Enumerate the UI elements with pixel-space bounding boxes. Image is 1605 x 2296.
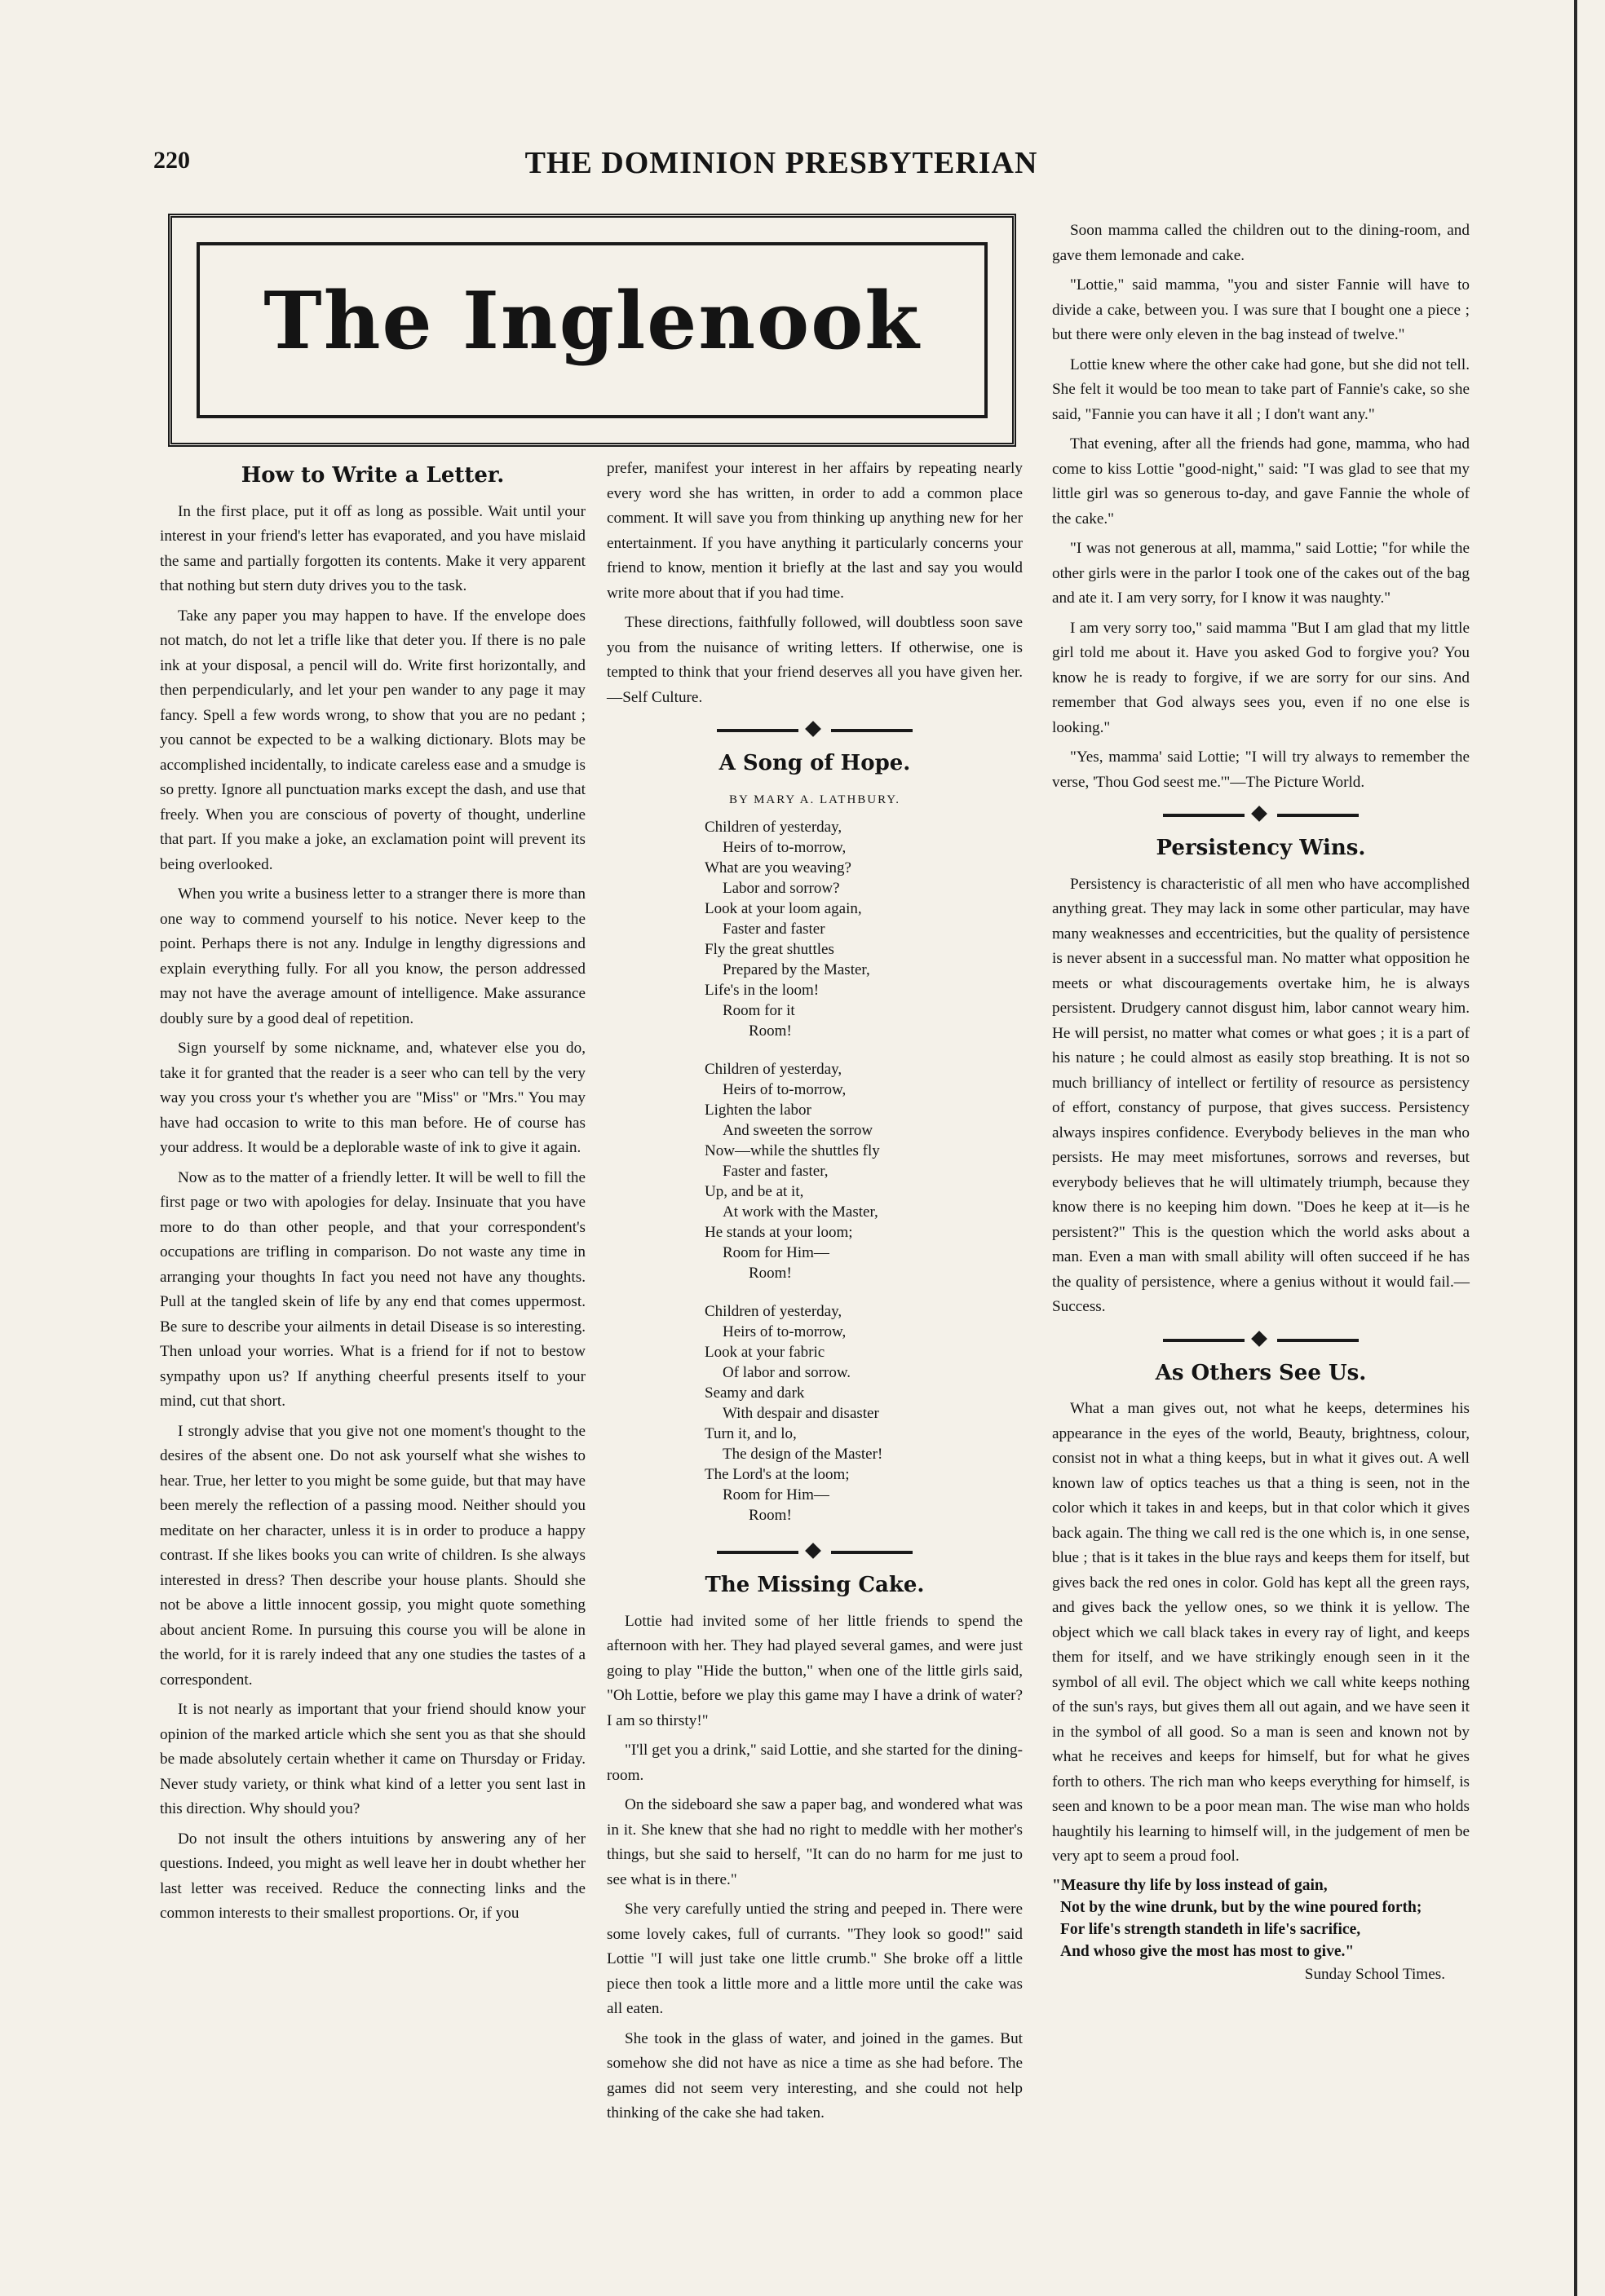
closing-verse [1052, 1874, 1470, 1963]
paragraph: It is not nearly as important that your friend should know your opinion of the marked article which she sent you as that she should be made absolutely certain whether it came on Thursday or Friday. Never study variety, or think what kind of a letter you sent last in this direction. Why should you? [160, 1701, 586, 1817]
poem-line: Up, and be at it, [705, 1183, 804, 1200]
poem-line: Fly the great shuttles [705, 941, 834, 958]
section-divider [1163, 806, 1359, 824]
paragraph: Sign yourself by some nickname, and, whatever else you do, take it for granted that the reader is a seer who can tell by the very way you cross your t's whether you are "Miss" or "Mrs." You may have had occasion to write to this man before. He of course has your address. It would be a deplorable waste of ink to give it again. [160, 1040, 586, 1156]
poem-line: Look at your fabric [705, 1344, 825, 1361]
page-edge-rule [1574, 0, 1577, 2296]
paragraph: Take any paper you may happen to have. If the envelope does not match, do not let a trifle like that deter you. If there is no pale ink at your disposal, a pencil will do. Write first horizontally, and then perpendicularly, and let your pen wander to any page it may fancy. Spell a few words wrong, to show that you are no pedant ; you cannot be expected to be a walking dictionary. Blots may be accomplished incidentally, to indicate careless ease and a smudge is so pretty. Ignore all punctuation marks except the dash, and use that freely. When you are conscious of poverty of thought, underline that part. If you make a joke, an exclamation point will prevent its being overlooked. [160, 607, 586, 873]
poem-line: Children of yesterday, [705, 819, 842, 836]
paragraph: Now as to the matter of a friendly letter. It will be well to fill the first page or two with apologies for delay. Insinuate that you have more to do than other people, and that your correspondent's occupations are trifling in comparison. Do not waste any time in arranging your thoughts In fact you need not have any thoughts. Pull at the tangled skein of life by any end that comes uppermost. Be sure to describe your ailments in detail Disease is so interesting. Then unload your worries. What is a friend for if not to bestow sympathy upon us? If anything cheerful presents itself to your mind, cut that short. [160, 1168, 586, 1410]
poem-line: Now—while the shuttles fly [705, 1142, 880, 1159]
paragraph: In the first place, put it off as long as possible. Wait until your interest in your friend's letter has evaporated, and you have mislaid the same and partially forgotten its contents. Make it very apparent that nothing but stern duty drives you to the task. [160, 502, 586, 594]
paragraph: "I was not generous at all, mamma," said Lottie; "for while the other girls were in the parlor I took one of the cakes out of the bag and ate it. I am very sorry, for I know it was naughty." [1052, 540, 1470, 607]
poem-line: And sweeten the sorrow [723, 1122, 873, 1139]
paper-title: THE DOMINION PRESBYTERIAN [524, 146, 1038, 180]
column-3 [1052, 219, 1470, 1987]
poem-line: Faster and faster, [723, 1163, 829, 1180]
poem-line: Room! [749, 1265, 792, 1282]
paragraph: When you write a business letter to a stranger there is more than one way to commend yourself to his notice. Never keep to the point. Perhaps there is not any. Indulge in lengthy digressions and explain everything fully. For all you know, the person addressed may not have the average amount of intelligence. Make assurance doubly sure by a good deal of repetition. [160, 885, 586, 1027]
section-banner [168, 214, 1016, 447]
paragraph: "Yes, mamma' said Lottie; "I will try always to remember the verse, 'Thou God seest me.'"—The Picture World. [1052, 748, 1470, 791]
paragraph: Persistency is characteristic of all men who have accomplished anything great. They may lack in some other particular, may have many weaknesses and eccentricities, but the quality of persistence is never absent in a successful man. No matter what opposition he meets or what discouragements overtake him, he is always persistent. Drudgery cannot disgust him, labor cannot weary him. He will persist, no matter what comes or what goes ; it is a part of his nature ; he could almost as easily stop breathing. It is not so much brilliancy of intellect or fertility of resource as persistency of effort, constancy of purpose, that gives success. Persistency always inspires confidence. Everybody believes in the man who persists. He may meet misfortunes, sorrows and reverses, but everybody believes that he will ultimately triumph, because they know there is no keeping him down. "Does he keep at it—is he persistent?" This is the question which the world asks about a man. Even a man with small ability will often succeed if he has the quality of persistence, where a genius without it would fail.—Success. [1052, 875, 1470, 1315]
article-title-song: A Song of Hope. [718, 751, 911, 775]
section-divider [717, 722, 913, 740]
paragraph: That evening, after all the friends had gone, mamma, who had come to kiss Lottie "good-night," said: "I was glad to see that my little girl was so generous to-day, and gave Fannie the whole of the cake." [1052, 435, 1470, 528]
article-title-cake: The Missing Cake. [705, 1573, 925, 1597]
poem-line: Room! [749, 1507, 792, 1524]
paragraph: Soon mamma called the children out to the dining-room, and gave them lemonade and cake. [1052, 222, 1470, 264]
poem-line: Room for Him— [723, 1486, 829, 1503]
verse-line: Not by the wine drunk, but by the wine poured forth; [1060, 1898, 1422, 1916]
column-2 [607, 457, 1023, 2131]
poem-line: Of labor and sorrow. [723, 1364, 851, 1381]
column-1 [160, 457, 586, 1932]
article-title-others: As Others See Us. [1155, 1360, 1367, 1385]
poem-line: Prepared by the Master, [723, 961, 870, 978]
poem-line: Heirs of to-morrow, [723, 839, 847, 856]
poem-line: What are you weaving? [705, 859, 851, 876]
poem-line: Faster and faster [723, 921, 825, 938]
paragraph: Lottie knew where the other cake had gone, but she did not tell. She felt it would be too mean to take part of Fannie's cake, so she said, "Fannie you can have it all ; I don't want any." [1052, 355, 1470, 423]
poem-line: Heirs of to-morrow, [723, 1081, 847, 1098]
poem-line: Room for Him— [723, 1244, 829, 1261]
poem-line: Lighten the labor [705, 1102, 811, 1119]
paragraph: Lottie had invited some of her little friends to spend the afternoon with her. They had played several games, and were just going to play "Hide the button," when one of the little girls said, "Oh Lottie, before we play this game may I have a drink of water? I am so thirsty!" [607, 1612, 1023, 1729]
poem-line: At work with the Master, [723, 1203, 878, 1221]
poem [705, 817, 1023, 1526]
section-divider [717, 1543, 913, 1561]
paragraph: "I'll get you a drink," said Lottie, and she started for the dining-room. [607, 1742, 1023, 1784]
verse-line: And whoso give the most has most to give." [1060, 1942, 1355, 1960]
paragraph: I am very sorry too," said mamma "But I am glad that my little girl told me about it. Have you asked God to forgive you? You know he is ready to forgive, if we are sorry for our sins. And remember that God always sees you, even if no one else is looking." [1052, 619, 1470, 736]
poem-line: With despair and disaster [723, 1405, 879, 1422]
poem-line: Children of yesterday, [705, 1061, 842, 1078]
poem-line: Room for it [723, 1002, 795, 1019]
poem-line: The design of the Master! [723, 1446, 883, 1463]
poem-stanza [705, 1059, 1023, 1283]
article-title-persistency: Persistency Wins. [1156, 836, 1366, 860]
paragraph: I strongly advise that you give not one moment's thought to the desires of the absent one. Do not ask yourself what she wishes to hear. True, her letter to you might be some guide, but that may have been merely the reflection of a passing mood. Neither should you meditate on her character, unless it is in order to produce a happy contrast. If she likes books you can write of children. Is she always interested in dress? Then describe your house plants. Should she not be above a little innocent gossip, you might quote something about ancient Rome. In pursuing this course you will be alone in the world, for it is rarely indeed that any one studies the tastes of a correspondent. [160, 1422, 586, 1689]
poem-line: Room! [749, 1022, 792, 1040]
paragraph: She very carefully untied the string and peeped in. There were some lovely cakes, full of currants. "They look so good!" said Lottie "I will just take one little crumb." She broke off a little piece then took a little more and a little more until the cake was all eaten. [607, 1901, 1023, 2017]
poem-line: He stands at your loom; [705, 1224, 853, 1241]
paragraph: Do not insult the others intuitions by answering any of her questions. Indeed, you might as well leave her in doubt whether her last letter was received. Reduce the connecting links and the common interests to their smallest proportions. Or, if you [160, 1830, 586, 1922]
page-header [153, 145, 1409, 186]
poem-line: Labor and sorrow? [723, 880, 840, 897]
poem-line: Heirs of to-morrow, [723, 1323, 847, 1340]
paragraph: On the sideboard she saw a paper bag, and wondered what was in it. She knew that she had no right to meddle with her mother's things, but she said to herself, "It can do no harm for me just to see what is in there." [607, 1796, 1023, 1888]
byline: BY MARY A. LATHBURY. [729, 793, 900, 806]
poem-line: Turn it, and lo, [705, 1425, 797, 1442]
poem-line: Look at your loom again, [705, 900, 862, 917]
verse-line: For life's strength standeth in life's sacrifice, [1060, 1920, 1361, 1938]
section-title: The Inglenook [263, 275, 921, 367]
paragraph: She took in the glass of water, and joined in the games. But somehow she did not have as nice a time as she had before. The games did not seem very interesting, and she could not help thinking of the cake she had taken. [607, 2029, 1023, 2122]
page-number: 220 [153, 147, 190, 174]
poem-stanza [705, 817, 1023, 1041]
poem-line: The Lord's at the loom; [705, 1466, 850, 1483]
poem-stanza [705, 1301, 1023, 1526]
source-credit: Sunday School Times. [1304, 1965, 1445, 1983]
verse-line: "Measure thy life by loss instead of gain, [1052, 1876, 1328, 1894]
poem-line: Children of yesterday, [705, 1303, 842, 1320]
paragraph: "Lottie," said mamma, "you and sister Fannie will have to divide a cake, between you. I was sure that I bought one a piece ; but there were only eleven in the bag instead of twelve." [1052, 276, 1470, 343]
poem-line: Seamy and dark [705, 1384, 805, 1402]
article-title-letter: How to Write a Letter. [241, 463, 505, 488]
paragraph: What a man gives out, not what he keeps, determines his appearance in the eyes of the world, Beauty, brightness, colour, consist not in what a thing keeps, but in what it gives out. A well known law of optics teaches us that a thing is seen, not in the color which it takes in and keeps, but in that color which it gives back again. The thing we call red is the one which is, in one sense, blue ; that is it takes in the blue rays and keeps them for itself, but gives back the red ones in color. Gold has kept all the green rays, and gives back the yellow ones, so we think it is yellow. The object which we call black takes in every ray of light, and keeps them for itself, and we have strikingly enough seen in it the symbol of all evil. The object which we call white keeps nothing of the sun's rays, but gives them all out again, and we have seen it in the symbol of all good. So a man is seen and known not by what he receives and keeps for himself, but for what he gives forth to others. The rich man who keeps everything for himself, is seen and known to be a poor mean man. The wise man who holds haughtily his learning to himself will, in the judgement of men be very apt to seem a proud fool. [1052, 1400, 1470, 1865]
paragraph: prefer, manifest your interest in her affairs by repeating nearly every word she has written, in order to add a common place comment. It will save you from thinking up anything new for her entertainment. If you have anything it particularly concerns your friend to know, mention it briefly at the last and say you would write more about that if you had time. [607, 460, 1023, 602]
paragraph: These directions, faithfully followed, will doubtless soon save you from the nuisance of writing letters. If otherwise, one is tempted to think that your friend deserves all you have given her.—Self Culture. [607, 614, 1023, 706]
poem-line: Life's in the loom! [705, 982, 820, 999]
section-divider [1163, 1331, 1359, 1349]
